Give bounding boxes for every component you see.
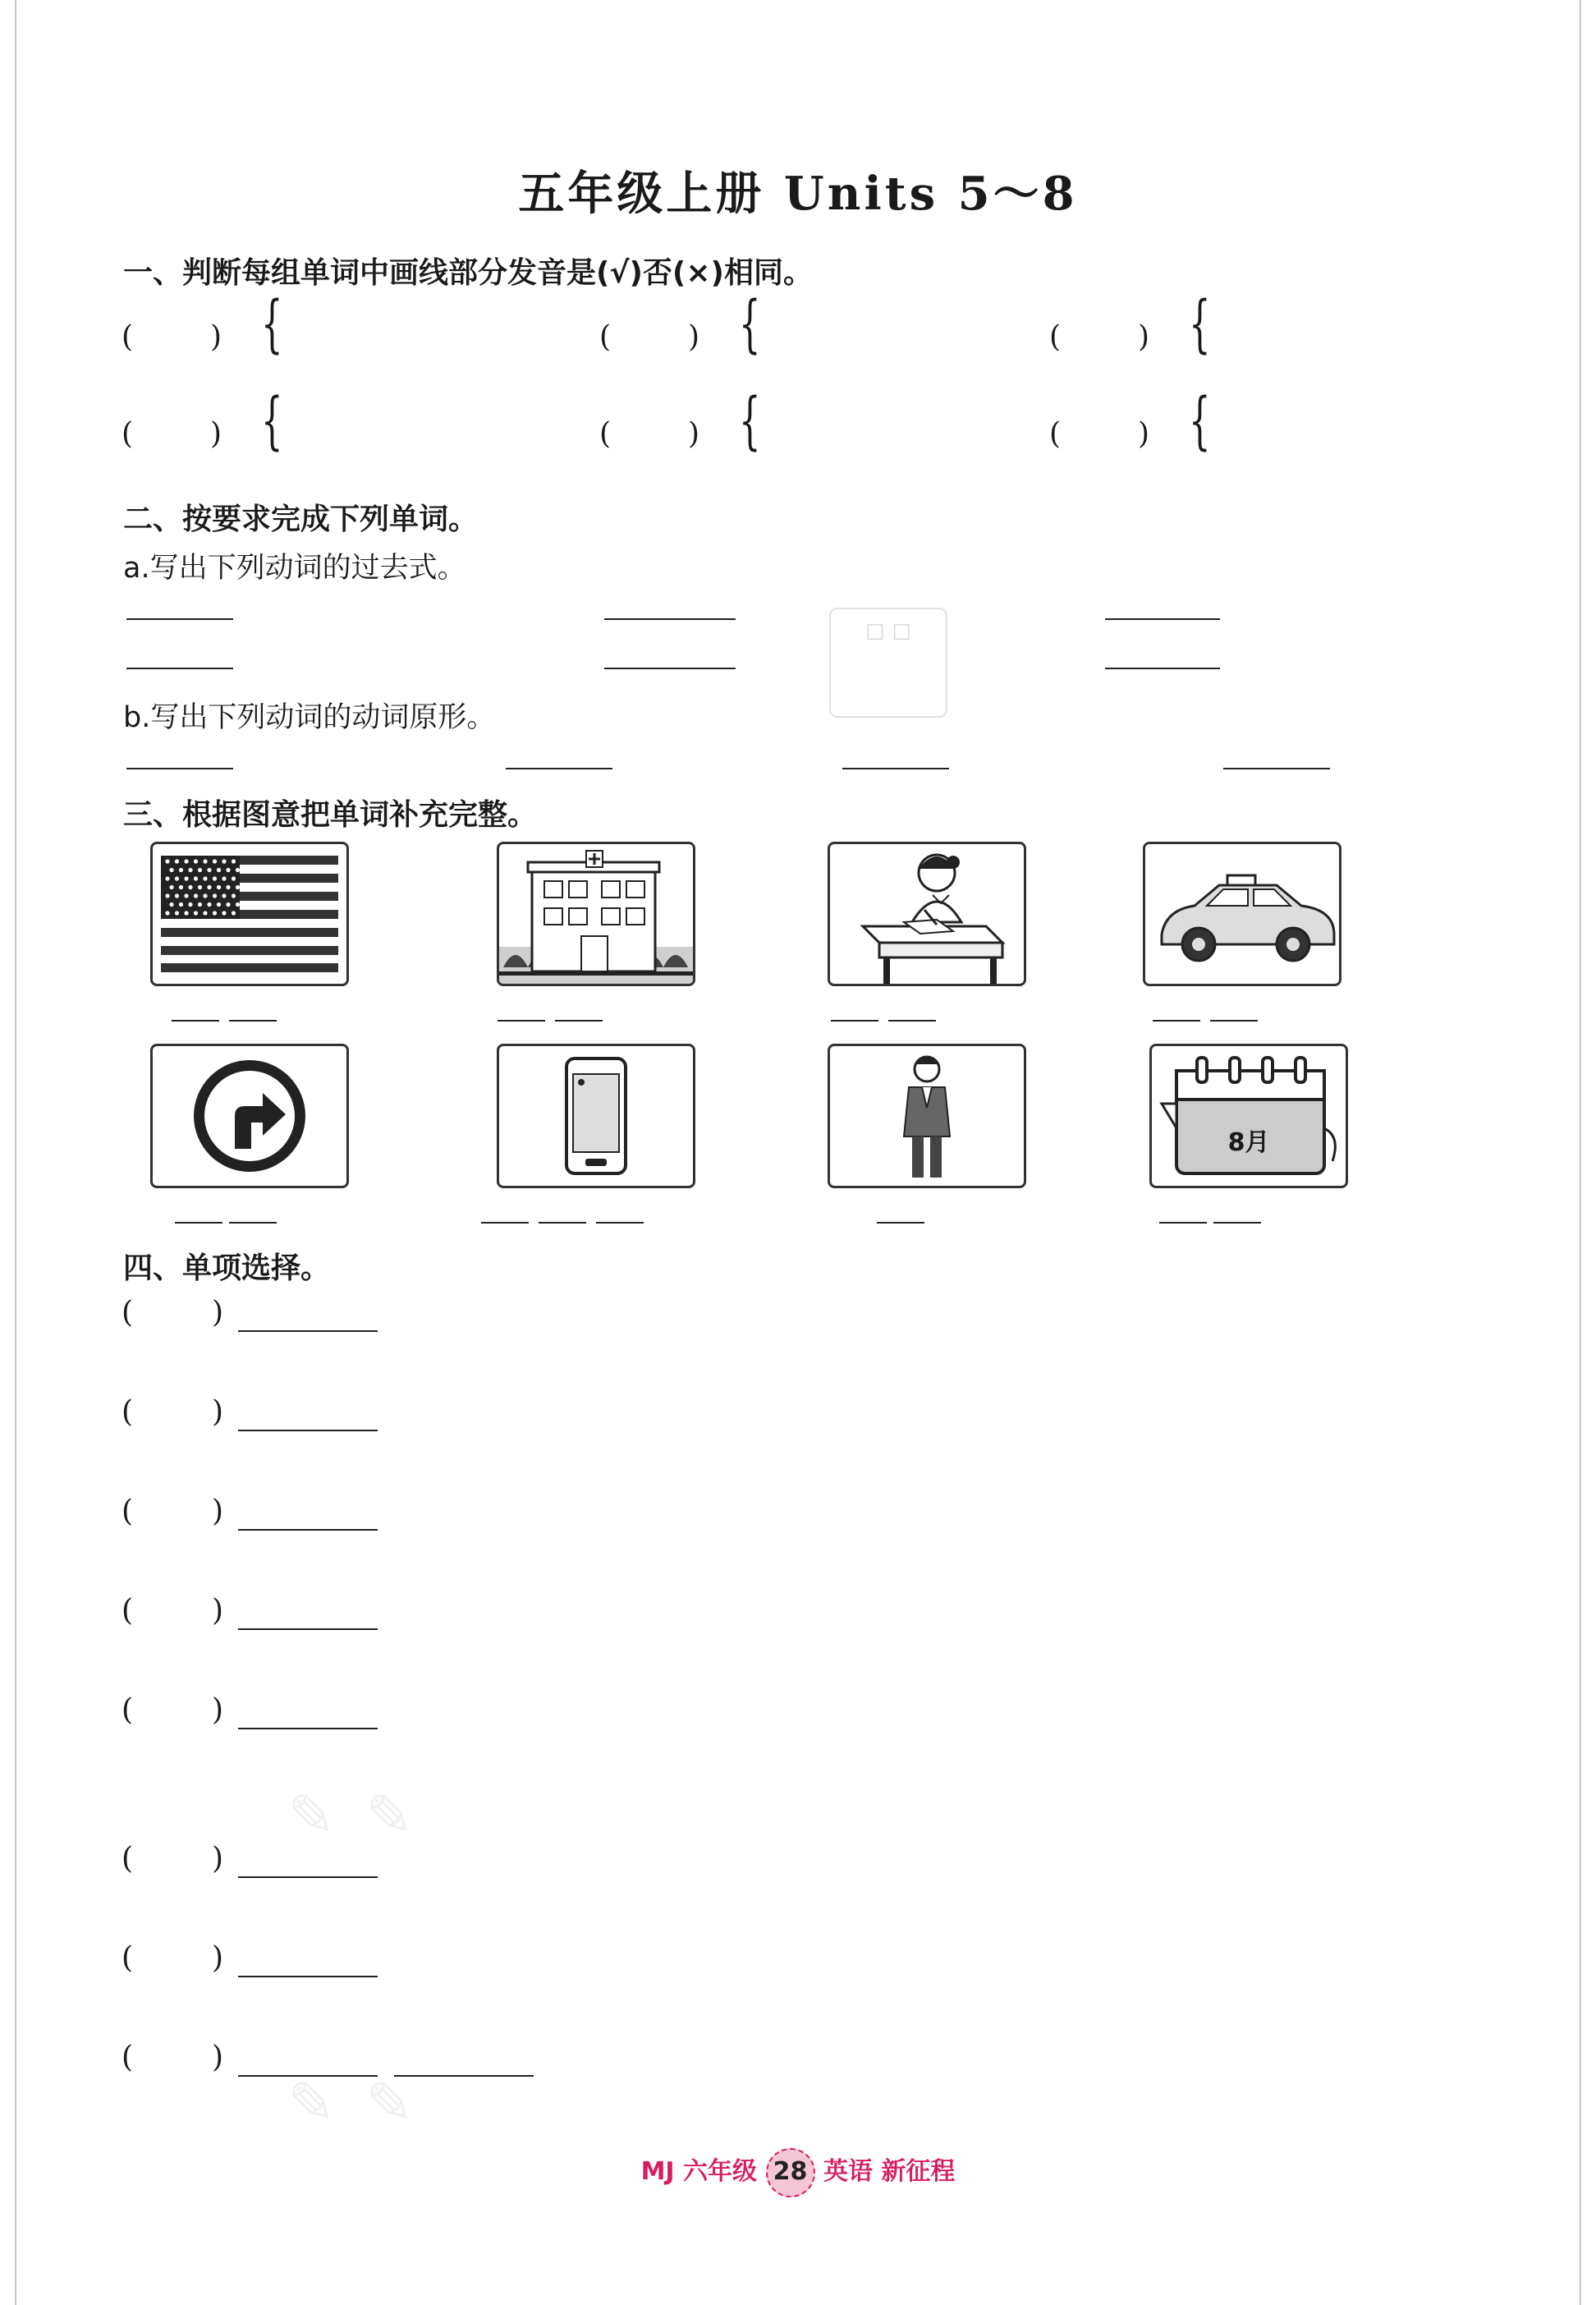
flag-star <box>188 868 192 872</box>
flag-star <box>175 876 179 880</box>
past-tense-item <box>1100 593 1220 627</box>
paren-close: ) <box>210 320 222 354</box>
fill-word <box>168 1197 283 1231</box>
flag-star <box>203 859 207 863</box>
flag-star <box>217 902 221 907</box>
paren-open: ( <box>1049 320 1062 354</box>
answer-letter <box>1153 1020 1200 1022</box>
past-tense-item <box>1100 642 1220 677</box>
flag-star <box>179 902 183 907</box>
brace: { <box>739 383 761 457</box>
paren-close: ) <box>212 1842 224 1876</box>
paren-close: ) <box>212 1693 224 1727</box>
fill-word <box>491 995 609 1029</box>
flag-star <box>207 885 211 889</box>
flag-star <box>165 859 169 863</box>
brace: { <box>739 287 761 360</box>
paren-close: ) <box>210 417 222 451</box>
fill-word <box>475 1197 647 1231</box>
fill-word <box>870 1197 931 1231</box>
flag-star <box>226 902 230 907</box>
flag-star <box>232 911 236 915</box>
answer-blank <box>126 668 233 669</box>
brace: { <box>261 383 283 457</box>
answer-blank <box>126 768 233 769</box>
answer-blank <box>1105 668 1220 669</box>
flag-star <box>232 876 236 880</box>
flag-star <box>203 893 207 898</box>
paren-close: ) <box>212 1594 224 1628</box>
image-hospital <box>497 842 695 986</box>
section-2b-instruction: b.写出下列动词的动词原形。 <box>123 701 496 734</box>
answer-blank <box>126 618 233 620</box>
flag-star <box>236 868 240 872</box>
flag-star <box>179 885 183 889</box>
answer-blank <box>842 768 949 769</box>
flag-star <box>236 885 240 889</box>
flag-star <box>175 893 179 898</box>
flag-star <box>213 911 217 915</box>
flag-star <box>169 885 173 889</box>
flag-star <box>194 893 198 898</box>
flag-star <box>165 911 169 915</box>
paren-close: ) <box>212 1395 224 1429</box>
flag-star <box>217 868 221 872</box>
blank-line <box>238 1694 378 1729</box>
paren-open: ( <box>122 2041 134 2074</box>
flag-star <box>226 885 230 889</box>
answer-letter <box>175 1222 222 1224</box>
question-stem <box>230 1495 386 1531</box>
answer-blank <box>604 668 736 669</box>
answer-letter <box>229 1020 277 1022</box>
answer-letter <box>1159 1222 1207 1224</box>
flag-star <box>217 885 221 889</box>
flag-star <box>207 868 211 872</box>
answer-blank <box>1105 618 1220 620</box>
answer-blank <box>506 768 612 769</box>
paren-open: ( <box>1049 417 1062 451</box>
image-girl-writing <box>828 842 1026 986</box>
answer-letter <box>877 1222 924 1224</box>
flag-star <box>198 885 202 889</box>
flag-star <box>222 859 226 863</box>
image-man <box>828 1044 1026 1188</box>
watermark-stamp: ☐ ☐ <box>829 608 947 718</box>
footer-right: 英语 新征程 <box>823 2157 956 2186</box>
blank-line <box>238 1942 378 1977</box>
flag-star <box>175 911 179 915</box>
answer-letter <box>539 1222 586 1224</box>
question-stem <box>230 1594 386 1630</box>
watermark-text: ✎ ✎ <box>287 2069 419 2137</box>
flag-star <box>207 902 211 907</box>
flag-star <box>165 893 169 898</box>
paren-open: ( <box>122 1495 134 1528</box>
answer-letter <box>1210 1020 1258 1022</box>
brace: { <box>1189 287 1211 360</box>
paren-close: ) <box>212 1296 224 1329</box>
image-taxi <box>1143 842 1341 986</box>
base-form-item <box>501 742 612 777</box>
flag-star <box>184 859 188 863</box>
paren-open: ( <box>122 1395 134 1429</box>
answer-letter <box>596 1222 644 1224</box>
answer-letter <box>229 1222 277 1224</box>
paren-open: ( <box>122 1594 134 1628</box>
blank-line <box>238 1495 378 1531</box>
past-tense-item <box>122 642 233 677</box>
paren-open: ( <box>122 320 134 354</box>
paren-close: ) <box>1138 417 1150 451</box>
question-stem <box>230 1941 386 1977</box>
paren-open: ( <box>122 1693 134 1727</box>
paren-open: ( <box>122 1842 134 1876</box>
answer-letter <box>481 1222 529 1224</box>
paren-close: ) <box>212 1495 224 1528</box>
paren-close: ) <box>212 2041 224 2074</box>
brace: { <box>261 287 283 360</box>
flag-star <box>198 902 202 907</box>
paren-open: ( <box>122 1941 134 1975</box>
flag-star <box>213 859 217 863</box>
flag-star <box>169 902 173 907</box>
blank-line <box>238 1396 378 1431</box>
section-3-heading: 三、根据图意把单词补充完整。 <box>123 798 538 832</box>
page-footer <box>0 2148 1596 2197</box>
page-number: 28 <box>766 2148 815 2197</box>
past-tense-item <box>599 642 736 677</box>
flag-star <box>203 876 207 880</box>
flag-star <box>188 902 192 907</box>
paren-close: ) <box>212 1941 224 1975</box>
fill-word <box>1156 1197 1268 1231</box>
flag-star <box>194 876 198 880</box>
flag-star <box>184 876 188 880</box>
paren-open: ( <box>599 320 612 354</box>
flag-star <box>194 859 198 863</box>
paren-open: ( <box>122 1296 134 1329</box>
flag-star <box>175 859 179 863</box>
fill-word <box>1146 995 1261 1029</box>
flag-star <box>188 885 192 889</box>
past-tense-item <box>122 593 233 627</box>
flag-star <box>165 876 169 880</box>
blank-line <box>238 1595 378 1630</box>
fill-word <box>824 995 939 1029</box>
watermark-text: ✎ ✎ <box>287 1782 419 1849</box>
blank-line <box>238 1297 378 1332</box>
answer-letter <box>555 1020 603 1022</box>
flag-star <box>236 902 240 907</box>
page-edge-left <box>15 0 16 2305</box>
flag-star <box>184 911 188 915</box>
question-stem <box>230 1693 386 1729</box>
section-2-heading: 二、按要求完成下列单词。 <box>123 503 479 536</box>
flag-star <box>222 911 226 915</box>
section-2a-instruction: a.写出下列动词的过去式。 <box>123 552 466 585</box>
paren-close: ) <box>688 320 700 354</box>
flag-star <box>179 868 183 872</box>
footer-left: MJ 六年级 <box>640 2157 758 2186</box>
brace: { <box>1189 383 1211 457</box>
base-form-item <box>1218 742 1330 777</box>
flag-star <box>194 911 198 915</box>
question-stem <box>230 1296 386 1332</box>
section-1-heading: 一、判断每组单词中画线部分发音是(√)否(×)相同。 <box>123 256 813 290</box>
answer-letter <box>1213 1222 1261 1224</box>
base-form-item <box>837 742 949 777</box>
answer-blank <box>1223 768 1330 769</box>
fill-word <box>168 995 280 1029</box>
flag-star <box>198 868 202 872</box>
answer-letter <box>172 1020 219 1022</box>
flag-star <box>213 893 217 898</box>
paren-close: ) <box>688 417 700 451</box>
paren-open: ( <box>599 417 612 451</box>
paren-close: ) <box>1138 320 1150 354</box>
calendar-label: 8月 <box>1227 1128 1270 1157</box>
flag-star <box>232 893 236 898</box>
flag-star <box>232 859 236 863</box>
answer-letter <box>888 1020 936 1022</box>
flag-star <box>226 868 230 872</box>
flag-star <box>184 893 188 898</box>
answer-blank <box>604 618 736 620</box>
past-tense-item <box>599 593 736 627</box>
question-stem <box>230 1395 386 1431</box>
answer-letter <box>831 1020 878 1022</box>
flag-star <box>203 911 207 915</box>
flag-star <box>222 876 226 880</box>
image-usa-flag <box>150 842 349 986</box>
answer-letter <box>498 1020 545 1022</box>
flag-star <box>222 893 226 898</box>
page-edge-right <box>1580 0 1581 2305</box>
flag-star <box>169 868 173 872</box>
flag-star <box>213 876 217 880</box>
image-turn-right-sign <box>150 1044 349 1188</box>
image-calendar <box>1149 1044 1348 1188</box>
page-title: 五年级上册 Units 5～8 <box>518 167 1078 221</box>
section-4-heading: 四、单项选择。 <box>123 1251 331 1285</box>
image-mobile-phone <box>497 1044 695 1188</box>
paren-open: ( <box>122 417 134 451</box>
base-form-item <box>122 742 233 777</box>
